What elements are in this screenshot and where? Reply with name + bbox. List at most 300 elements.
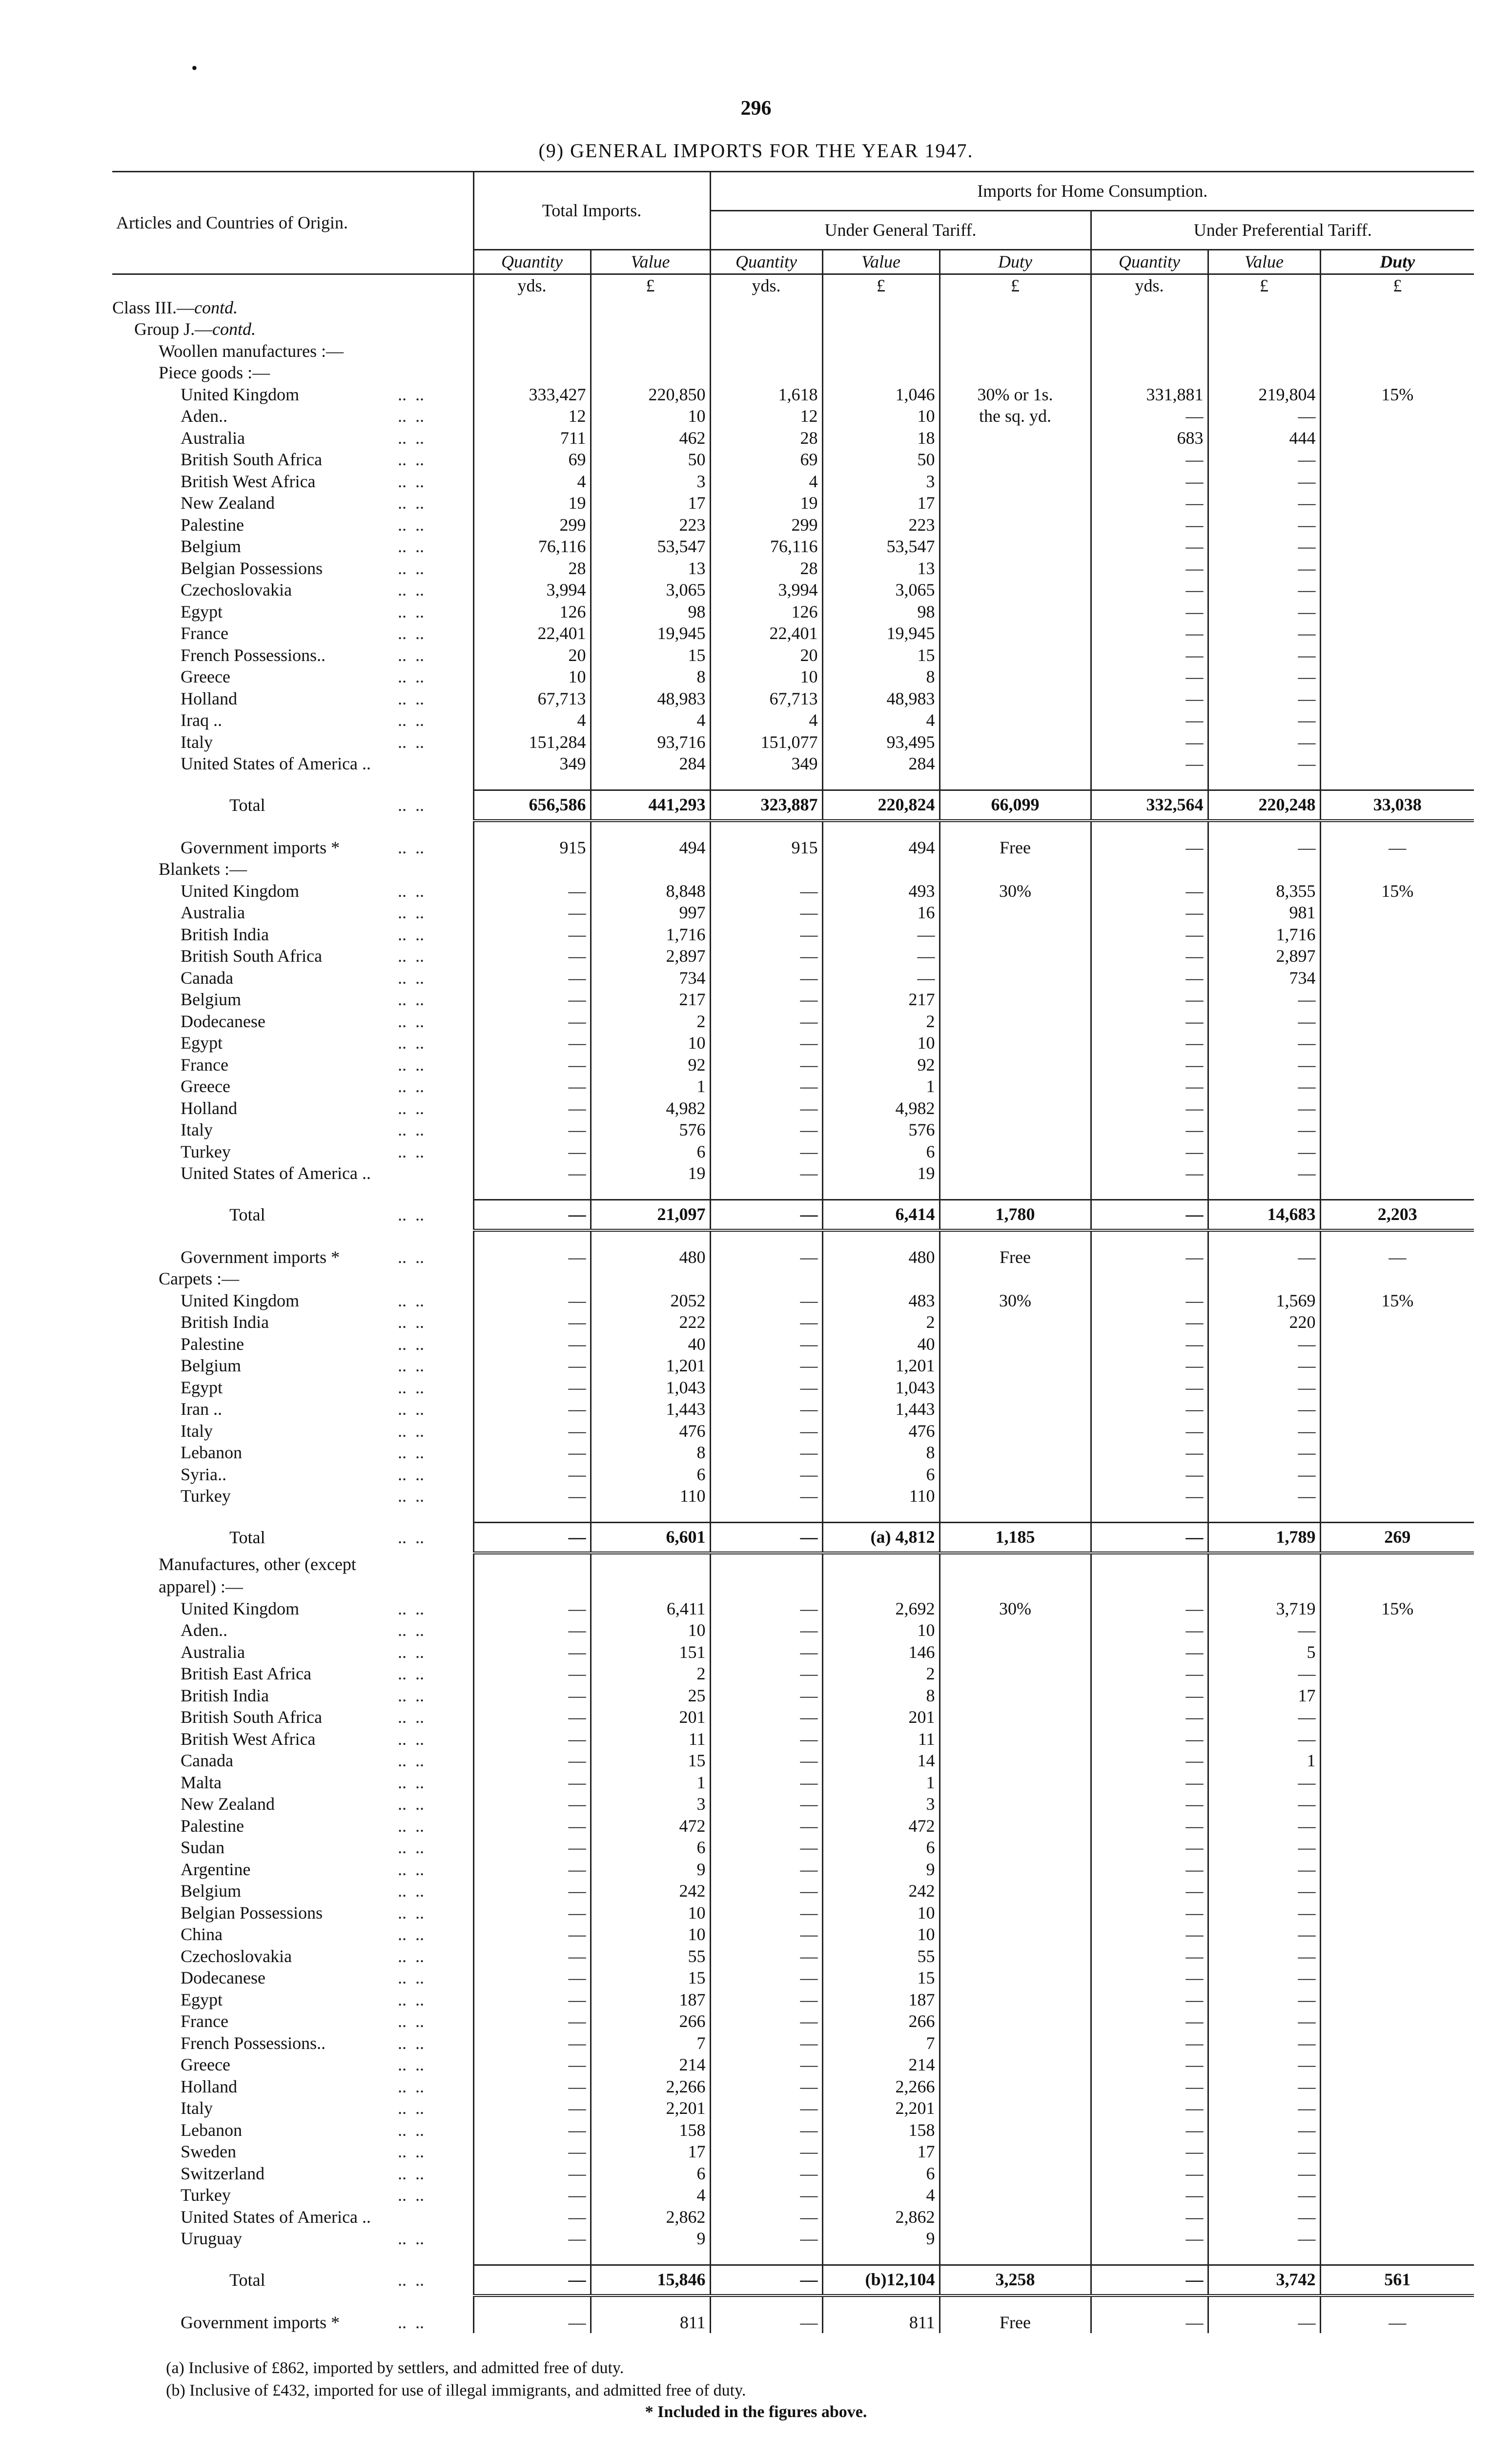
total-quantity-cell: — xyxy=(473,1355,591,1377)
table-row xyxy=(112,688,1474,710)
pref-duty-cell xyxy=(1320,1141,1474,1163)
general-duty-cell xyxy=(940,1442,1091,1464)
table-row xyxy=(112,1311,1474,1333)
general-quantity-cell: — xyxy=(710,2076,822,2098)
pref-duty-cell: 2,203 xyxy=(1320,1200,1474,1230)
general-duty-cell: 3,258 xyxy=(940,2265,1091,2296)
total-value-cell: 19 xyxy=(591,1162,710,1184)
pref-quantity-cell: — xyxy=(1091,1967,1208,1989)
general-value-cell: 223 xyxy=(822,514,940,536)
spacer-cell xyxy=(1091,1184,1208,1200)
general-quantity-cell: — xyxy=(710,1728,822,1750)
general-value-cell: 16 xyxy=(822,902,940,924)
pref-quantity-cell: — xyxy=(1091,731,1208,753)
general-value-cell: 472 xyxy=(822,1815,940,1837)
leader-dots: .. .. xyxy=(398,881,424,901)
general-value-cell: 158 xyxy=(822,2119,940,2141)
general-duty-cell xyxy=(940,340,1091,362)
row-label-text: Italy xyxy=(181,1421,213,1441)
pref-duty-cell xyxy=(1320,1663,1474,1685)
spacer-cell xyxy=(1208,2296,1320,2312)
total-value-cell xyxy=(591,340,710,362)
table-row xyxy=(112,1355,1474,1377)
table-row xyxy=(112,471,1474,493)
general-value-cell: 3 xyxy=(822,1793,940,1815)
pref-duty-cell xyxy=(1320,1772,1474,1794)
pref-quantity-cell: — xyxy=(1091,2265,1208,2296)
general-duty-cell xyxy=(940,2054,1091,2076)
total-value-cell: 13 xyxy=(591,558,710,579)
row-label xyxy=(112,1837,473,1859)
table-row xyxy=(112,1141,1474,1163)
spacer-cell xyxy=(1091,2250,1208,2265)
total-value-cell: 2,897 xyxy=(591,945,710,967)
unit-cell: £ xyxy=(1320,274,1474,297)
row-label-text: Canada xyxy=(181,968,233,988)
leader-dots: .. .. xyxy=(398,1098,424,1118)
pref-value-cell: — xyxy=(1208,1054,1320,1076)
pref-value-cell: — xyxy=(1208,1815,1320,1837)
pref-quantity-cell: — xyxy=(1091,2141,1208,2163)
total-value-cell xyxy=(591,362,710,384)
row-label-text: Australia xyxy=(181,428,245,448)
total-value-cell: 3,065 xyxy=(591,579,710,601)
total-value-cell xyxy=(591,858,710,880)
row-label-text: Class III.—contd. xyxy=(112,297,238,317)
general-value-cell: 187 xyxy=(822,1989,940,2011)
total-quantity-cell: — xyxy=(473,1485,591,1507)
leader-dots: .. .. xyxy=(398,2142,424,2161)
pref-value-cell: — xyxy=(1208,1728,1320,1750)
spacer-cell xyxy=(822,1507,940,1523)
spacer-cell xyxy=(112,1507,473,1523)
row-label xyxy=(112,1377,473,1399)
row-label-text: Holland xyxy=(181,2076,237,2096)
general-duty-cell xyxy=(940,2206,1091,2228)
general-duty-cell xyxy=(940,1706,1091,1728)
total-quantity-cell: — xyxy=(473,1442,591,1464)
pref-value-cell: 1,789 xyxy=(1208,1522,1320,1553)
general-duty-cell xyxy=(940,2097,1091,2119)
table-row xyxy=(112,362,1474,384)
pref-value-cell: — xyxy=(1208,989,1320,1011)
spacer-cell xyxy=(710,2250,822,2265)
total-value-cell: 480 xyxy=(591,1246,710,1268)
total-value-cell: 9 xyxy=(591,2228,710,2250)
pref-duty-cell: 15% xyxy=(1320,1598,1474,1620)
spacer-cell xyxy=(940,1230,1091,1246)
spacer-cell xyxy=(112,1184,473,1200)
table-row xyxy=(112,2206,1474,2228)
pref-duty-cell xyxy=(1320,644,1474,666)
row-label-text: Australia xyxy=(181,1642,245,1662)
pref-value-cell: — xyxy=(1208,1880,1320,1902)
general-quantity-cell: — xyxy=(710,967,822,989)
general-duty-cell xyxy=(940,753,1091,775)
general-quantity-cell: 3,994 xyxy=(710,579,822,601)
row-label-text: Malta xyxy=(181,1772,222,1792)
general-quantity-cell: — xyxy=(710,2054,822,2076)
pref-quantity-cell xyxy=(1091,318,1208,340)
total-value-cell: 48,983 xyxy=(591,688,710,710)
general-value-cell: 10 xyxy=(822,1902,940,1924)
general-quantity-cell: — xyxy=(710,2312,822,2334)
row-label xyxy=(112,1246,473,1268)
pref-value-cell: — xyxy=(1208,492,1320,514)
general-quantity-cell: — xyxy=(710,1119,822,1141)
leader-dots: .. .. xyxy=(398,732,424,752)
table-row xyxy=(112,405,1474,427)
row-label-text: Total xyxy=(229,2270,266,2290)
pref-value-cell: — xyxy=(1208,471,1320,493)
row-label xyxy=(112,1728,473,1750)
pref-duty-cell: 561 xyxy=(1320,2265,1474,2296)
pref-duty-cell xyxy=(1320,989,1474,1011)
general-quantity-cell: — xyxy=(710,1619,822,1641)
total-quantity-cell: 349 xyxy=(473,753,591,775)
table-row xyxy=(112,1685,1474,1707)
pref-duty-cell xyxy=(1320,1685,1474,1707)
row-label xyxy=(112,989,473,1011)
leader-dots: .. .. xyxy=(398,1903,424,1923)
row-label-text: Belgium xyxy=(181,1356,241,1375)
general-quantity-cell: 323,887 xyxy=(710,790,822,821)
pref-quantity-cell: — xyxy=(1091,1076,1208,1097)
row-label-text: British India xyxy=(181,924,269,944)
row-label-text: British South Africa xyxy=(181,1707,322,1727)
row-label xyxy=(112,1076,473,1097)
table-row xyxy=(112,1290,1474,1312)
general-quantity-cell xyxy=(710,1268,822,1290)
total-value-cell: 9 xyxy=(591,1859,710,1881)
general-duty-cell xyxy=(940,2076,1091,2098)
pref-duty-cell xyxy=(1320,1268,1474,1290)
pref-value-cell: 219,804 xyxy=(1208,384,1320,406)
general-value-cell xyxy=(822,1268,940,1290)
leader-dots: .. .. xyxy=(398,471,424,491)
pref-duty-cell xyxy=(1320,340,1474,362)
spacer-row xyxy=(112,2250,1474,2265)
pref-duty-cell xyxy=(1320,405,1474,427)
leader-dots: .. .. xyxy=(398,1055,424,1075)
general-value-cell: 8 xyxy=(822,1685,940,1707)
general-quantity-cell: — xyxy=(710,1641,822,1663)
general-duty-cell xyxy=(940,1162,1091,1184)
table-row xyxy=(112,1011,1474,1033)
unit-cell: £ xyxy=(591,274,710,297)
row-label xyxy=(112,2054,473,2076)
pref-value-cell: — xyxy=(1208,2163,1320,2185)
row-label xyxy=(112,1619,473,1641)
general-quantity-cell: — xyxy=(710,1967,822,1989)
general-value-cell: 146 xyxy=(822,1641,940,1663)
total-quantity-cell: — xyxy=(473,1076,591,1097)
pref-value-cell: 1,716 xyxy=(1208,924,1320,946)
total-value-cell: 40 xyxy=(591,1333,710,1355)
general-value-cell xyxy=(822,1576,940,1598)
leader-dots: .. .. xyxy=(398,558,424,578)
header-quantity: Quantity xyxy=(710,250,822,274)
general-value-cell: 19 xyxy=(822,1162,940,1184)
row-label-text: Total xyxy=(229,1528,266,1547)
leader-dots: .. .. xyxy=(398,1685,424,1705)
general-quantity-cell xyxy=(710,1576,822,1598)
table-row xyxy=(112,709,1474,731)
pref-duty-cell xyxy=(1320,902,1474,924)
row-label xyxy=(112,1200,473,1230)
general-value-cell: 55 xyxy=(822,1945,940,1967)
pref-quantity-cell: — xyxy=(1091,558,1208,579)
general-value-cell: 2,862 xyxy=(822,2206,940,2228)
pref-value-cell: — xyxy=(1208,558,1320,579)
total-value-cell: 1,443 xyxy=(591,1398,710,1420)
row-label xyxy=(112,622,473,644)
row-label-text: Piece goods :— xyxy=(159,363,270,382)
row-label-text: Dodecanese xyxy=(181,1968,266,1987)
spacer-cell xyxy=(473,1184,591,1200)
leader-dots: .. .. xyxy=(398,601,424,621)
total-value-cell: 151 xyxy=(591,1641,710,1663)
row-label xyxy=(112,1598,473,1620)
pref-quantity-cell: — xyxy=(1091,1377,1208,1399)
general-quantity-cell: — xyxy=(710,1485,822,1507)
pref-duty-cell xyxy=(1320,2032,1474,2054)
leader-dots: .. .. xyxy=(398,2120,424,2140)
footnote-b: (b) Inclusive of £432, imported for use of illegal immigrants, and admitted free of duty. xyxy=(166,2381,746,2400)
total-value-cell: 15 xyxy=(591,1967,710,1989)
total-value-cell: 6 xyxy=(591,2163,710,2185)
pref-quantity-cell: — xyxy=(1091,1522,1208,1553)
general-value-cell: 242 xyxy=(822,1880,940,1902)
total-value-cell: 2,201 xyxy=(591,2097,710,2119)
row-label-text: British India xyxy=(181,1685,269,1705)
table-row xyxy=(112,1967,1474,1989)
total-value-cell: 15,846 xyxy=(591,2265,710,2296)
general-quantity-cell: 4 xyxy=(710,471,822,493)
table-row xyxy=(112,2228,1474,2250)
pref-quantity-cell: — xyxy=(1091,2054,1208,2076)
row-label xyxy=(112,837,473,859)
pref-duty-cell xyxy=(1320,1619,1474,1641)
pref-value-cell: — xyxy=(1208,2119,1320,2141)
row-label xyxy=(112,558,473,579)
general-duty-cell xyxy=(940,1377,1091,1399)
leader-dots: .. .. xyxy=(398,1290,424,1310)
pref-quantity-cell: — xyxy=(1091,601,1208,623)
pref-value-cell: — xyxy=(1208,1333,1320,1355)
pref-quantity-cell: — xyxy=(1091,471,1208,493)
row-label xyxy=(112,340,473,362)
total-value-cell: 462 xyxy=(591,427,710,449)
general-duty-cell xyxy=(940,1989,1091,2011)
general-duty-cell xyxy=(940,1054,1091,1076)
general-value-cell: 7 xyxy=(822,2032,940,2054)
pref-value-cell: — xyxy=(1208,2032,1320,2054)
general-quantity-cell: — xyxy=(710,1311,822,1333)
general-quantity-cell: — xyxy=(710,1685,822,1707)
row-label-text: Turkey xyxy=(181,1141,231,1161)
total-quantity-cell: — xyxy=(473,924,591,946)
general-quantity-cell: — xyxy=(710,1924,822,1945)
row-label xyxy=(112,1945,473,1967)
general-duty-cell xyxy=(940,1311,1091,1333)
general-duty-cell xyxy=(940,666,1091,688)
total-value-cell: 1,201 xyxy=(591,1355,710,1377)
pref-duty-cell xyxy=(1320,1032,1474,1054)
pref-quantity-cell: — xyxy=(1091,967,1208,989)
total-value-cell: 494 xyxy=(591,837,710,859)
pref-duty-cell xyxy=(1320,858,1474,880)
table-row xyxy=(112,384,1474,406)
spacer-cell xyxy=(822,2250,940,2265)
row-label xyxy=(112,1311,473,1333)
row-label-text: British India xyxy=(181,1312,269,1332)
row-label-text: British South Africa xyxy=(181,946,322,966)
total-value-cell: 997 xyxy=(591,902,710,924)
total-value-cell: 1 xyxy=(591,1076,710,1097)
row-label-text: Turkey xyxy=(181,2185,231,2205)
row-label-text: Palestine xyxy=(181,515,244,535)
total-quantity-cell: — xyxy=(473,2265,591,2296)
total-quantity-cell: — xyxy=(473,2010,591,2032)
row-label xyxy=(112,666,473,688)
pref-quantity-cell: — xyxy=(1091,1162,1208,1184)
general-duty-cell xyxy=(940,449,1091,471)
general-value-cell: 110 xyxy=(822,1485,940,1507)
table-row xyxy=(112,1162,1474,1184)
pref-quantity-cell: — xyxy=(1091,924,1208,946)
total-quantity-cell: — xyxy=(473,1728,591,1750)
general-value-cell: 92 xyxy=(822,1054,940,1076)
table-row xyxy=(112,1989,1474,2011)
total-quantity-cell: — xyxy=(473,1663,591,1685)
spacer-cell xyxy=(1091,775,1208,790)
row-label xyxy=(112,731,473,753)
table-row xyxy=(112,2312,1474,2334)
general-value-cell: 11 xyxy=(822,1728,940,1750)
total-value-cell: 214 xyxy=(591,2054,710,2076)
pref-value-cell: 444 xyxy=(1208,427,1320,449)
pref-quantity-cell: — xyxy=(1091,688,1208,710)
leader-dots: .. .. xyxy=(398,1838,424,1857)
general-duty-cell xyxy=(940,2184,1091,2206)
table-row xyxy=(112,1398,1474,1420)
table-row xyxy=(112,2141,1474,2163)
leader-dots: .. .. xyxy=(398,1620,424,1640)
leader-dots: .. .. xyxy=(398,990,424,1009)
row-label-text: New Zealand xyxy=(181,1794,275,1814)
pref-duty-cell xyxy=(1320,318,1474,340)
pref-duty-cell xyxy=(1320,2228,1474,2250)
table-row xyxy=(112,1902,1474,1924)
general-value-cell: 98 xyxy=(822,601,940,623)
spacer-cell xyxy=(473,2250,591,2265)
spacer-cell xyxy=(940,1507,1091,1523)
general-duty-cell xyxy=(940,2010,1091,2032)
pref-quantity-cell: — xyxy=(1091,945,1208,967)
pref-quantity-cell: — xyxy=(1091,492,1208,514)
pref-duty-cell xyxy=(1320,709,1474,731)
total-value-cell: 4,982 xyxy=(591,1097,710,1119)
pref-duty-cell xyxy=(1320,1011,1474,1033)
row-label xyxy=(112,644,473,666)
pref-duty-cell xyxy=(1320,1097,1474,1119)
pref-value-cell: — xyxy=(1208,1355,1320,1377)
general-quantity-cell: 1,618 xyxy=(710,384,822,406)
general-quantity-cell: — xyxy=(710,2228,822,2250)
leader-dots: .. .. xyxy=(398,1011,424,1031)
general-value-cell: 2,201 xyxy=(822,2097,940,2119)
row-label xyxy=(112,2032,473,2054)
total-quantity-cell: — xyxy=(473,1598,591,1620)
pref-value-cell: — xyxy=(1208,1420,1320,1442)
row-label xyxy=(112,1442,473,1464)
pref-duty-cell xyxy=(1320,1837,1474,1859)
leader-dots: .. .. xyxy=(398,946,424,966)
pref-value-cell: — xyxy=(1208,2312,1320,2334)
general-value-cell: 15 xyxy=(822,644,940,666)
row-label-text: Holland xyxy=(181,1098,237,1118)
row-label-text: Palestine xyxy=(181,1334,244,1354)
general-quantity-cell: — xyxy=(710,1141,822,1163)
table-row xyxy=(112,1268,1474,1290)
table-row xyxy=(112,924,1474,946)
general-value-cell: 6 xyxy=(822,1141,940,1163)
general-value-cell: 4,982 xyxy=(822,1097,940,1119)
page-title: (9) GENERAL IMPORTS FOR THE YEAR 1947. xyxy=(538,140,974,162)
total-quantity-cell: — xyxy=(473,2228,591,2250)
leader-dots: .. .. xyxy=(398,515,424,535)
pref-value-cell xyxy=(1208,858,1320,880)
general-duty-cell xyxy=(940,601,1091,623)
spacer-cell xyxy=(112,2250,473,2265)
table-row xyxy=(112,1097,1474,1119)
general-value-cell: 1,443 xyxy=(822,1398,940,1420)
row-label-text: Group J.—contd. xyxy=(134,319,256,339)
unit-cell: yds. xyxy=(1091,274,1208,297)
general-duty-cell xyxy=(940,1880,1091,1902)
table-row xyxy=(112,579,1474,601)
header-duty: Duty xyxy=(940,250,1091,274)
leader-dots: .. .. xyxy=(398,1664,424,1683)
pref-value-cell: 14,683 xyxy=(1208,1200,1320,1230)
general-duty-cell xyxy=(940,1398,1091,1420)
general-quantity-cell: — xyxy=(710,1246,822,1268)
row-label-text: Argentine xyxy=(181,1859,251,1879)
table-row xyxy=(112,945,1474,967)
general-value-cell: — xyxy=(822,967,940,989)
leader-dots: .. .. xyxy=(398,837,424,857)
total-quantity-cell: — xyxy=(473,1333,591,1355)
pref-duty-cell xyxy=(1320,579,1474,601)
total-quantity-cell: — xyxy=(473,1945,591,1967)
general-value-cell: 2,266 xyxy=(822,2076,940,2098)
general-value-cell: 19,945 xyxy=(822,622,940,644)
general-duty-cell xyxy=(940,1685,1091,1707)
table-row xyxy=(112,2097,1474,2119)
total-value-cell: 1,716 xyxy=(591,924,710,946)
row-label xyxy=(112,471,473,493)
row-label xyxy=(112,2010,473,2032)
table-row xyxy=(112,427,1474,449)
row-label-text: apparel) :— xyxy=(159,1577,243,1596)
total-value-cell: 25 xyxy=(591,1685,710,1707)
row-label-text: Belgium xyxy=(181,537,241,556)
general-duty-cell: Free xyxy=(940,2312,1091,2334)
spacer-cell xyxy=(112,775,473,790)
table-row xyxy=(112,2184,1474,2206)
pref-quantity-cell: — xyxy=(1091,1032,1208,1054)
